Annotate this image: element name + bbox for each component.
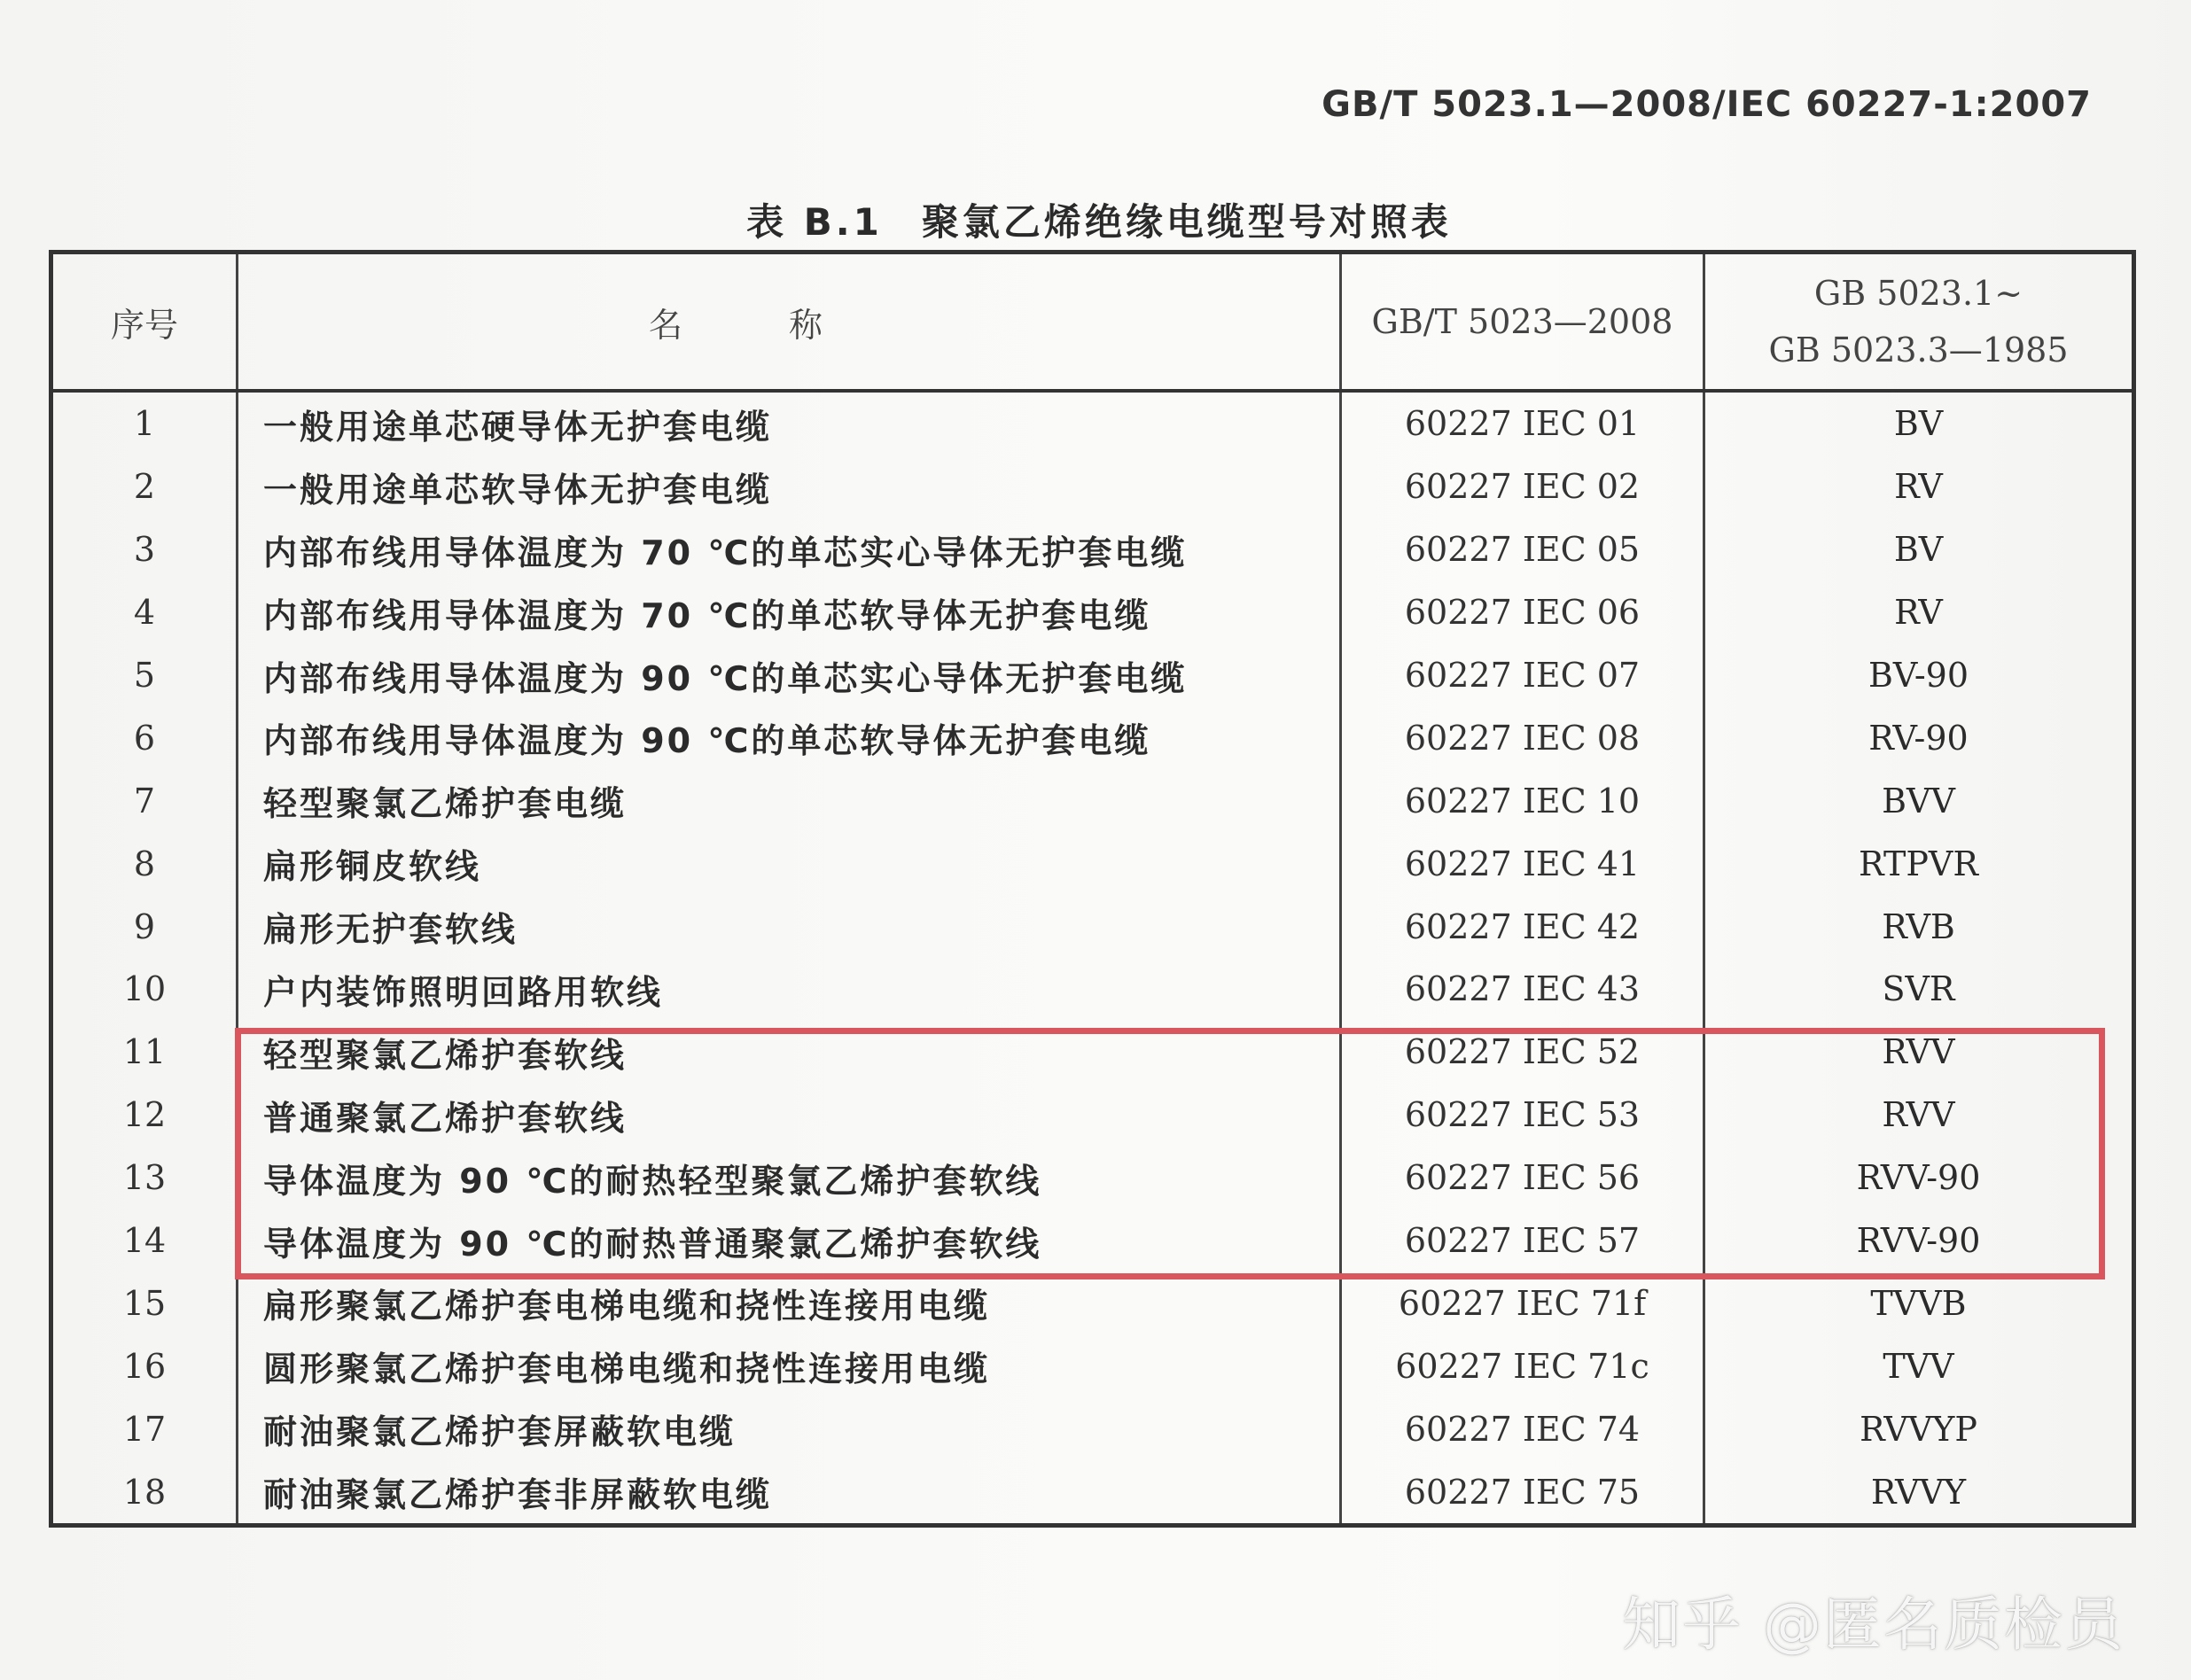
table-row (51, 1021, 2134, 1084)
table-row (51, 1334, 2134, 1397)
cell-name: 扁形铜皮软线 (238, 832, 1341, 895)
cell-name: 内部布线用导体温度为 70 ℃的单芯实心导体无护套电缆 (238, 518, 1341, 581)
column-header-old-line2: GB 5023.3—1985 (1768, 331, 2069, 369)
cell-no: 18 (51, 1460, 238, 1525)
table-body (51, 391, 2134, 1526)
cell-name: 内部布线用导体温度为 90 ℃的单芯实心导体无护套电缆 (238, 644, 1341, 707)
cell-gbt-model: 60227 IEC 06 (1341, 581, 1704, 644)
cell-old-model: TVVB (1704, 1272, 2134, 1334)
cell-gbt-model: 60227 IEC 43 (1341, 958, 1704, 1021)
cell-gbt-model: 60227 IEC 10 (1341, 769, 1704, 832)
cell-no: 7 (51, 769, 238, 832)
cable-model-table (49, 250, 2136, 1528)
cell-old-model: RVB (1704, 895, 2134, 958)
cell-gbt-model: 60227 IEC 53 (1341, 1084, 1704, 1147)
table-row (51, 391, 2134, 455)
cell-gbt-model: 60227 IEC 56 (1341, 1147, 1704, 1209)
cell-no: 2 (51, 455, 238, 518)
table-row (51, 1272, 2134, 1334)
cell-name: 轻型聚氯乙烯护套软线 (238, 1021, 1341, 1084)
cell-no: 3 (51, 518, 238, 581)
cell-gbt-model: 60227 IEC 75 (1341, 1460, 1704, 1525)
cell-old-model: BV (1704, 518, 2134, 581)
cell-old-model: RVVY (1704, 1460, 2134, 1525)
cell-old-model: RVV (1704, 1084, 2134, 1147)
table-title-text: 聚氯乙烯绝缘电缆型号对照表 (921, 200, 1452, 244)
cell-name: 耐油聚氯乙烯护套非屏蔽软电缆 (238, 1460, 1341, 1525)
table-row (51, 1397, 2134, 1460)
table-row (51, 706, 2134, 769)
cell-name: 轻型聚氯乙烯护套电缆 (238, 769, 1341, 832)
cell-gbt-model: 60227 IEC 02 (1341, 455, 1704, 518)
table-row (51, 1209, 2134, 1272)
cell-no: 11 (51, 1021, 238, 1084)
cell-name: 耐油聚氯乙烯护套屏蔽软电缆 (238, 1397, 1341, 1460)
table-row (51, 958, 2134, 1021)
cell-no: 8 (51, 832, 238, 895)
cell-no: 15 (51, 1272, 238, 1334)
cell-no: 16 (51, 1334, 238, 1397)
cell-name: 扁形无护套软线 (238, 895, 1341, 958)
cell-old-model: RV (1704, 455, 2134, 518)
cell-gbt-model: 60227 IEC 08 (1341, 706, 1704, 769)
cell-gbt-model: 60227 IEC 71f (1341, 1272, 1704, 1334)
cell-gbt-model: 60227 IEC 01 (1341, 391, 1704, 455)
cell-gbt-model: 60227 IEC 52 (1341, 1021, 1704, 1084)
cell-name: 内部布线用导体温度为 90 ℃的单芯软导体无护套电缆 (238, 706, 1341, 769)
column-header-old (1704, 253, 2134, 392)
cell-name: 导体温度为 90 ℃的耐热普通聚氯乙烯护套软线 (238, 1209, 1341, 1272)
cell-gbt-model: 60227 IEC 71c (1341, 1334, 1704, 1397)
cell-name: 扁形聚氯乙烯护套电梯电缆和挠性连接用电缆 (238, 1272, 1341, 1334)
table-row (51, 1084, 2134, 1147)
column-header-no: 序号 (51, 253, 238, 392)
cell-old-model: SVR (1704, 958, 2134, 1021)
cell-name: 导体温度为 90 ℃的耐热轻型聚氯乙烯护套软线 (238, 1147, 1341, 1209)
cell-name: 普通聚氯乙烯护套软线 (238, 1084, 1341, 1147)
cell-no: 10 (51, 958, 238, 1021)
cell-old-model: RTPVR (1704, 832, 2134, 895)
column-header-name (238, 253, 1341, 392)
cell-gbt-model: 60227 IEC 57 (1341, 1209, 1704, 1272)
cell-no: 1 (51, 391, 238, 455)
cell-name: 一般用途单芯硬导体无护套电缆 (238, 391, 1341, 455)
table-row (51, 895, 2134, 958)
cell-old-model: BVV (1704, 769, 2134, 832)
cell-no: 6 (51, 706, 238, 769)
table-row (51, 581, 2134, 644)
cell-old-model: RV (1704, 581, 2134, 644)
cell-old-model: RV-90 (1704, 706, 2134, 769)
table-row (51, 455, 2134, 518)
cell-gbt-model: 60227 IEC 74 (1341, 1397, 1704, 1460)
table-title (674, 193, 1524, 246)
cell-name: 户内装饰照明回路用软线 (238, 958, 1341, 1021)
table-row (51, 1147, 2134, 1209)
cell-gbt-model: 60227 IEC 42 (1341, 895, 1704, 958)
cell-no: 17 (51, 1397, 238, 1460)
cell-no: 4 (51, 581, 238, 644)
table-row (51, 644, 2134, 707)
table-row (51, 518, 2134, 581)
cell-gbt-model: 60227 IEC 41 (1341, 832, 1704, 895)
cell-no: 13 (51, 1147, 238, 1209)
table-row (51, 1460, 2134, 1525)
table-header-row (51, 253, 2134, 392)
cell-no: 5 (51, 644, 238, 707)
cell-old-model: BV-90 (1704, 644, 2134, 707)
watermark: 知乎 @匿名质检员 (1622, 1591, 2125, 1659)
cell-name: 一般用途单芯软导体无护套电缆 (238, 455, 1341, 518)
cell-old-model: RVV (1704, 1021, 2134, 1084)
cell-gbt-model: 60227 IEC 05 (1341, 518, 1704, 581)
cell-old-model: RVV-90 (1704, 1147, 2134, 1209)
cell-no: 9 (51, 895, 238, 958)
column-header-gbt: GB/T 5023—2008 (1341, 253, 1704, 392)
cell-old-model: BV (1704, 391, 2134, 455)
standard-code: GB/T 5023.1—2008/IEC 60227-1:2007 (1322, 84, 2092, 125)
table-row (51, 832, 2134, 895)
column-header-old-line1: GB 5023.1~ (1813, 274, 2023, 313)
cell-gbt-model: 60227 IEC 07 (1341, 644, 1704, 707)
table-row (51, 769, 2134, 832)
table-title-label: 表 B.1 (746, 200, 883, 244)
cell-old-model: RVV-90 (1704, 1209, 2134, 1272)
cell-name: 内部布线用导体温度为 70 ℃的单芯软导体无护套电缆 (238, 581, 1341, 644)
cell-old-model: TVV (1704, 1334, 2134, 1397)
cell-no: 12 (51, 1084, 238, 1147)
cell-old-model: RVVYP (1704, 1397, 2134, 1460)
cell-no: 14 (51, 1209, 238, 1272)
cell-name: 圆形聚氯乙烯护套电梯电缆和挠性连接用电缆 (238, 1334, 1341, 1397)
column-header-name-text: 名称 (648, 305, 929, 345)
